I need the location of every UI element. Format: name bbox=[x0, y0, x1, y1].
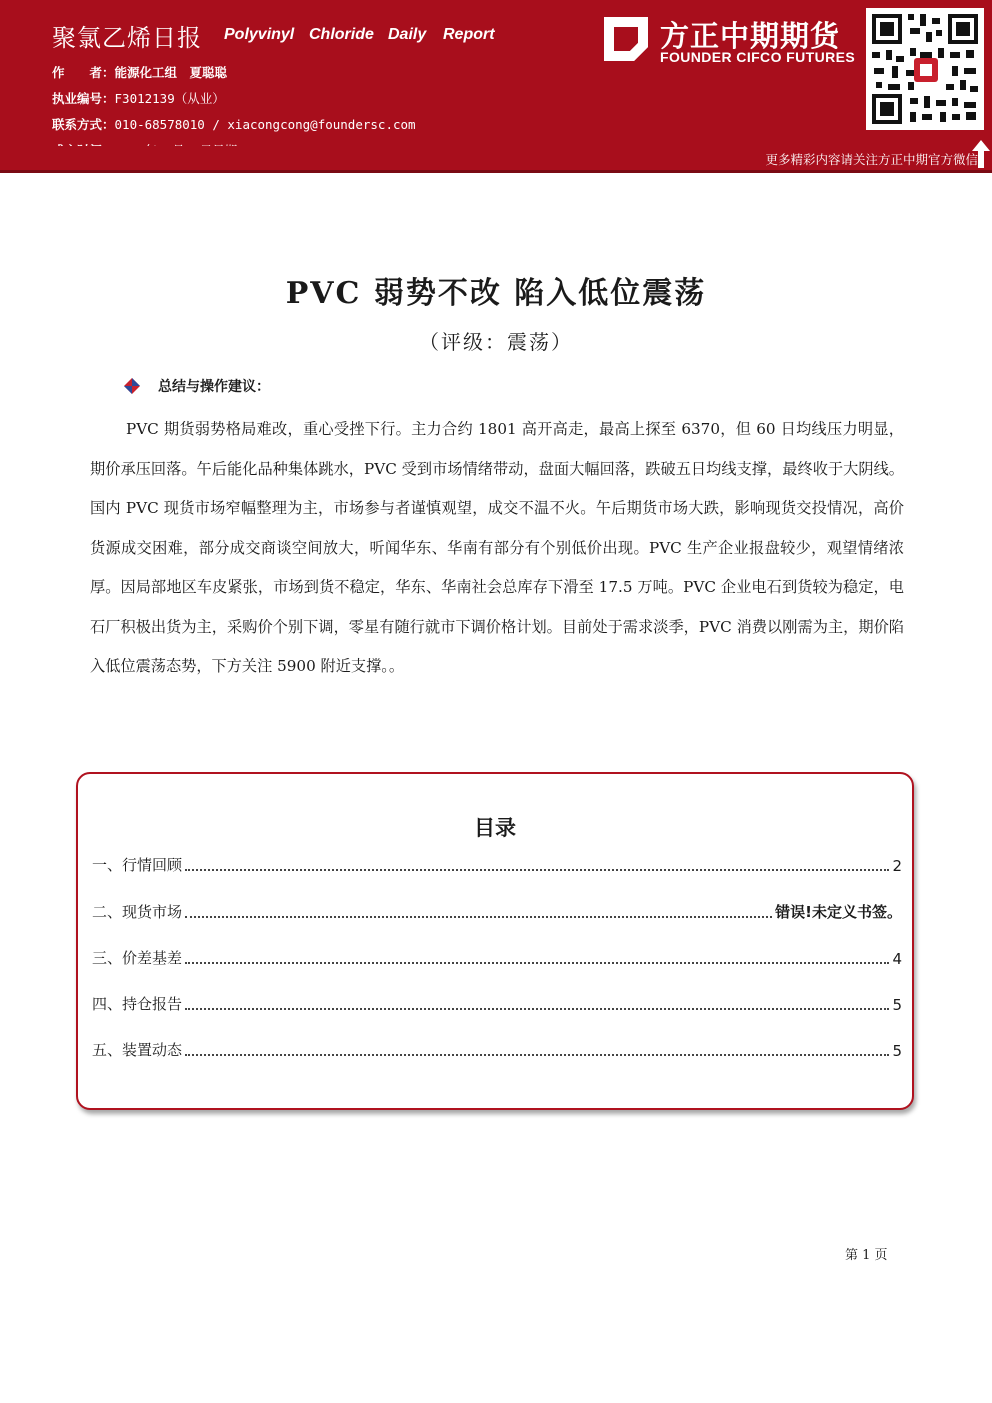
summary-heading-text: 总结与操作建议： bbox=[158, 379, 270, 395]
report-title: PVC 弱势不改 陷入低位震荡 bbox=[285, 276, 707, 311]
toc-leader bbox=[185, 962, 889, 964]
toc-entry-page: 错误!未定义书签。 bbox=[775, 903, 902, 921]
toc-entry-label: 四、持仓报告 bbox=[92, 995, 183, 1013]
license-value: F3012139（从业） bbox=[114, 91, 225, 106]
contact-line bbox=[52, 115, 416, 133]
toc-entry-page: 4 bbox=[892, 950, 902, 968]
english-title-word: Report bbox=[443, 26, 495, 43]
toc-title: 目录 bbox=[474, 816, 516, 840]
arrow-up-icon bbox=[972, 140, 990, 168]
company-logo-icon bbox=[604, 17, 648, 61]
toc-entry-label: 三、价差基差 bbox=[92, 949, 183, 967]
toc-entry-label: 五、装置动态 bbox=[92, 1041, 183, 1059]
english-title-word: Daily bbox=[388, 26, 427, 43]
follow-wechat-text: 更多精彩内容请关注方正中期官方微信 bbox=[765, 152, 978, 167]
license-line bbox=[52, 89, 225, 107]
toc-entry[interactable] bbox=[92, 947, 902, 968]
english-title-word: Chloride bbox=[309, 26, 374, 43]
toc-entry-label: 二、现货市场 bbox=[92, 903, 183, 921]
toc-entry-page: 2 bbox=[892, 857, 902, 875]
contact-value: 010-68578010 / xiacongcong@foundersc.com bbox=[114, 117, 416, 132]
license-label: 执业编号： bbox=[52, 91, 115, 106]
toc-entry[interactable] bbox=[92, 854, 902, 875]
author-value: 能源化工组 夏聪聪 bbox=[114, 65, 228, 80]
report-rating: （评级：震荡） bbox=[419, 330, 573, 354]
report-type-title: 聚氯乙烯日报 bbox=[52, 24, 202, 52]
report-header bbox=[0, 0, 992, 172]
company-name-cn: 方正中期期货 bbox=[660, 19, 841, 53]
english-title-word: Polyvinyl bbox=[224, 26, 295, 43]
qr-code-icon bbox=[866, 8, 984, 130]
header-divider bbox=[0, 170, 992, 173]
author-label: 作 者： bbox=[52, 65, 115, 80]
summary-heading bbox=[124, 376, 270, 396]
toc-entry-label: 一、行情回顾 bbox=[92, 856, 183, 874]
toc-entry[interactable] bbox=[92, 901, 902, 922]
toc-entry-page: 5 bbox=[892, 1042, 902, 1060]
company-name-en: FOUNDER CIFCO FUTURES bbox=[660, 49, 856, 65]
diamond-bullet-icon bbox=[124, 378, 140, 394]
toc-entry[interactable] bbox=[92, 993, 902, 1014]
toc-leader bbox=[185, 1008, 889, 1010]
toc-leader bbox=[185, 869, 889, 871]
toc-entry[interactable] bbox=[92, 1039, 902, 1060]
table-of-contents bbox=[76, 772, 914, 1110]
toc-entry-page: 5 bbox=[892, 996, 902, 1014]
toc-leader bbox=[185, 1054, 889, 1056]
page-number: 第 1 页 bbox=[845, 1248, 888, 1263]
author-line bbox=[52, 63, 227, 81]
contact-label: 联系方式： bbox=[52, 117, 115, 132]
summary-paragraph: PVC 期货弱势格局难改，重心受挫下行。主力合约 1801 高开高走，最高上探至 6370，但 60 日均线压力明显，期价承压回落。午后能化品种集体跳水，PVC 受到市场情绪带动，盘面大幅回落，跌破五日均线支撑，最终收于大阴线。国内 PVC 现货市场窄幅整理为主，市场参与者谨慎观望，成交不温不火。午后期货市场大跌，影响现货交投情况，高价货源成交困难，部分成交商谈空间放大，听闻华东、华南有部分有个别低价出现。PVC 生产企业报盘较少，观望情绪浓厚。因局部地区车皮紧张，市场到货不稳定，华东、华南社会总库存下滑至 17.5 万吨。PVC 企业电石到货较为稳定，电石厂积极出货为主，采购价个别下调，零星有随行就市下调价格计划。目前处于需求淡季，PVC 消费以刚需为主，期价陷入低位震荡态势，下方关注 5900 附近支撑。。 bbox=[90, 420, 904, 675]
toc-leader bbox=[185, 916, 772, 918]
